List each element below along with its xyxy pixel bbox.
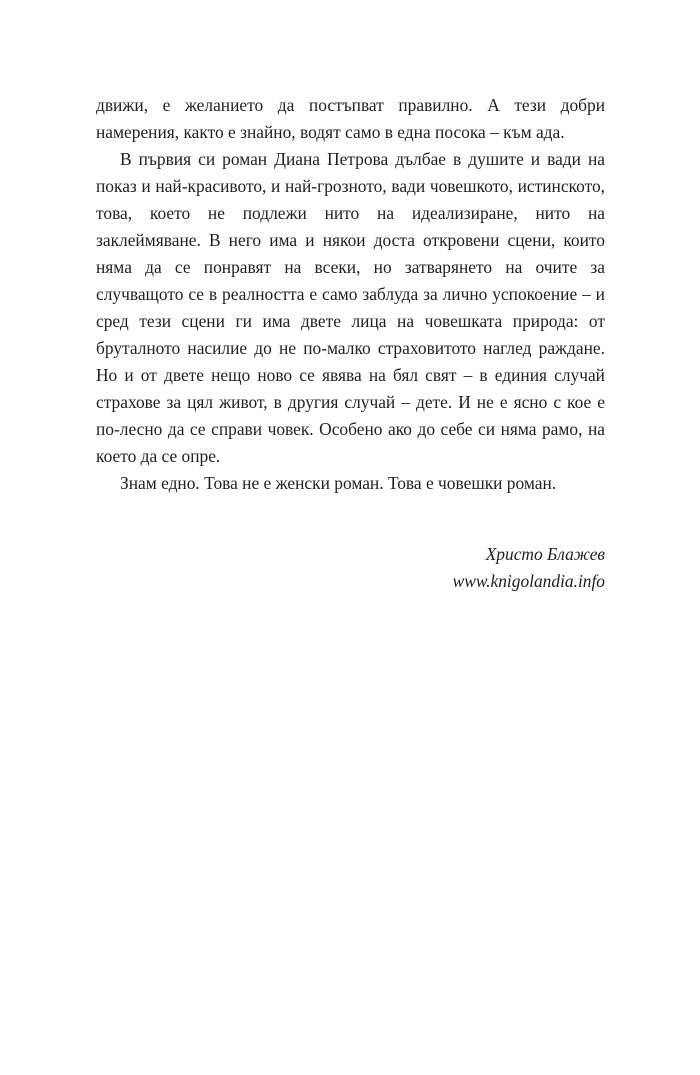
signature-block <box>96 541 605 595</box>
paragraph-review: В първия си роман Диана Петрова дълбае в душите и вади на показ и най-красивото, и най-грозното, вади човешкото, истинското, това, което не подлежи нито на идеализиране, нито на заклеймяване. В него има и някои доста откровени сцени, които няма да се понравят на всеки, но затварянето на очите за случващото се в реалността е само заблуда за лично успокоение – и сред тези сцени ги има двете лица на човешката природа: от бруталното насилие до не по-малко страховитото наглед раждане. Но и от двете нещо ново се явява на бял свят – в единия случай страхове за цял живот, в другия случай – дете. И не е ясно с кое е по-лесно да се справи човек. Особено ако до себе си няма рамо, на което да се опре. <box>96 149 605 466</box>
signature-author: Христо Блажев <box>485 544 605 564</box>
paragraph-continuation: движи, е желанието да постъпват правилно. А тези добри намерения, както е знайно, водят само в една посока – към ада. <box>96 95 605 142</box>
signature-website: www.knigolandia.info <box>452 571 605 591</box>
book-page <box>96 92 605 595</box>
paragraph-conclusion: Знам едно. Това не е женски роман. Това е човешки роман. <box>120 473 557 493</box>
